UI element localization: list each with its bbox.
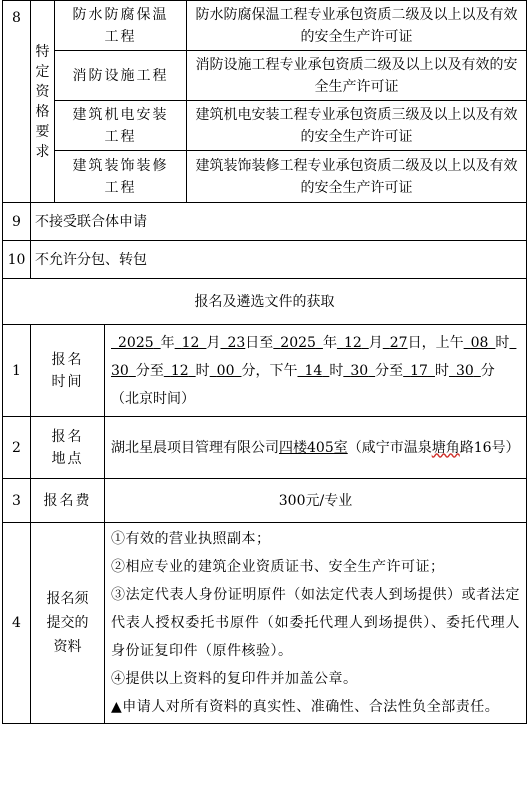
subcontract-row (3, 241, 527, 279)
registration-location-row (3, 417, 527, 479)
document-item: ③法定代表人身份证明原件（如法定代表人到场提供）或者法定代表人授权委托书原件（如委托代理人到场提供）、委托代理人身份证复印件（原件核验）。 (111, 587, 520, 659)
pm-start-hour: 14 (304, 362, 323, 379)
consortium-text: 不接受联合体申请 (31, 203, 527, 241)
pm-start-minute: 30 (350, 362, 369, 379)
qualification-row-3 (3, 101, 527, 151)
registration-location-label: 报名地点 (31, 417, 105, 479)
qualification-row-1 (3, 1, 527, 51)
registration-fee-value: 300元/专业 (105, 479, 527, 523)
pm-end-minute: 30 (455, 362, 474, 379)
qualification-type: 消防设施工程 (55, 51, 187, 101)
row-number-9: 9 (3, 203, 31, 241)
office-floor: 四楼405室 (279, 439, 348, 456)
row-number-2: 2 (3, 417, 31, 479)
consortium-row (3, 203, 527, 241)
section-title: 报名及遴选文件的获取 (3, 279, 527, 325)
am-end-minute: 00 (216, 362, 235, 379)
qualification-label-char: 求 (35, 143, 50, 160)
qualification-type: 建筑机电安装工程 (55, 101, 187, 151)
document-item: ①有效的营业执照副本； (111, 531, 271, 547)
tender-info-table (2, 0, 527, 724)
required-documents-row (3, 523, 527, 724)
qualification-label-char: 资 (35, 83, 50, 100)
end-day: 27 (389, 334, 408, 351)
qualification-label-char: 定 (35, 63, 50, 80)
row-number-1: 1 (3, 325, 31, 417)
start-day: 23 (227, 334, 246, 351)
qualification-requirement: 消防设施工程专业承包资质二级及以上以及有效的安全生产许可证 (187, 51, 527, 101)
registration-fee-label: 报名费 (31, 479, 105, 523)
required-documents-label: 报名须提交的资料 (31, 523, 105, 724)
qualification-label-char: 要 (35, 123, 50, 140)
registration-location-value: 湖北星晨项目管理有限公司四楼405室（咸宁市温泉塘角路16号） (105, 417, 527, 479)
row-number-8: 8 (3, 1, 31, 203)
qualification-type: 防水防腐保温工程 (55, 1, 187, 51)
am-end-hour: 12 (170, 362, 189, 379)
qualification-row-4 (3, 151, 527, 203)
registration-time-value: 2025 年 12 月 23日至 2025 年 12 月 27日，上午 08 时 30 分至 12 时 00 分，下午 14 时 30 分至 17 时 30 分（北京时间） (105, 325, 527, 417)
qualification-requirement: 建筑机电安装工程专业承包资质三级及以上以及有效的安全生产许可证 (187, 101, 527, 151)
street-name: 塘角 (431, 439, 460, 456)
qualification-label-char: 特 (35, 43, 50, 60)
registration-time-label: 报名时间 (31, 325, 105, 417)
document-item: ②相应专业的建筑企业资质证书、安全生产许可证； (111, 559, 445, 575)
start-year: 2025 (118, 334, 154, 351)
qualification-requirement: 建筑装饰装修工程专业承包资质二级及以上以及有效的安全生产许可证 (187, 151, 527, 203)
pm-end-hour: 17 (410, 362, 428, 379)
required-documents-list (105, 523, 527, 724)
document-item: ④提供以上资料的复印件并加盖公章。 (111, 671, 358, 687)
registration-time-row (3, 325, 527, 417)
row-number-4: 4 (3, 523, 31, 724)
qualification-type: 建筑装饰装修工程 (55, 151, 187, 203)
timezone-note: （北京时间） (111, 390, 195, 407)
company-name: 湖北星晨项目管理有限公司 (111, 439, 279, 456)
qualification-label-char: 格 (35, 103, 50, 120)
section-title-row (3, 279, 527, 325)
start-month: 12 (181, 334, 200, 351)
registration-fee-row (3, 479, 527, 523)
subcontract-text: 不允许分包、转包 (31, 241, 527, 279)
document-item: ▲申请人对所有资料的真实性、准确性、合法性负全部责任。 (111, 699, 500, 715)
qualification-row-2 (3, 51, 527, 101)
qualification-label (31, 1, 55, 203)
row-number-10: 10 (3, 241, 31, 279)
row-number-3: 3 (3, 479, 31, 523)
am-start-minute: 30 (111, 362, 129, 379)
am-start-hour: 08 (470, 334, 489, 351)
end-year: 2025 (280, 334, 316, 351)
end-month: 12 (343, 334, 362, 351)
qualification-requirement: 防水防腐保温工程专业承包资质二级及以上以及有效的安全生产许可证 (187, 1, 527, 51)
